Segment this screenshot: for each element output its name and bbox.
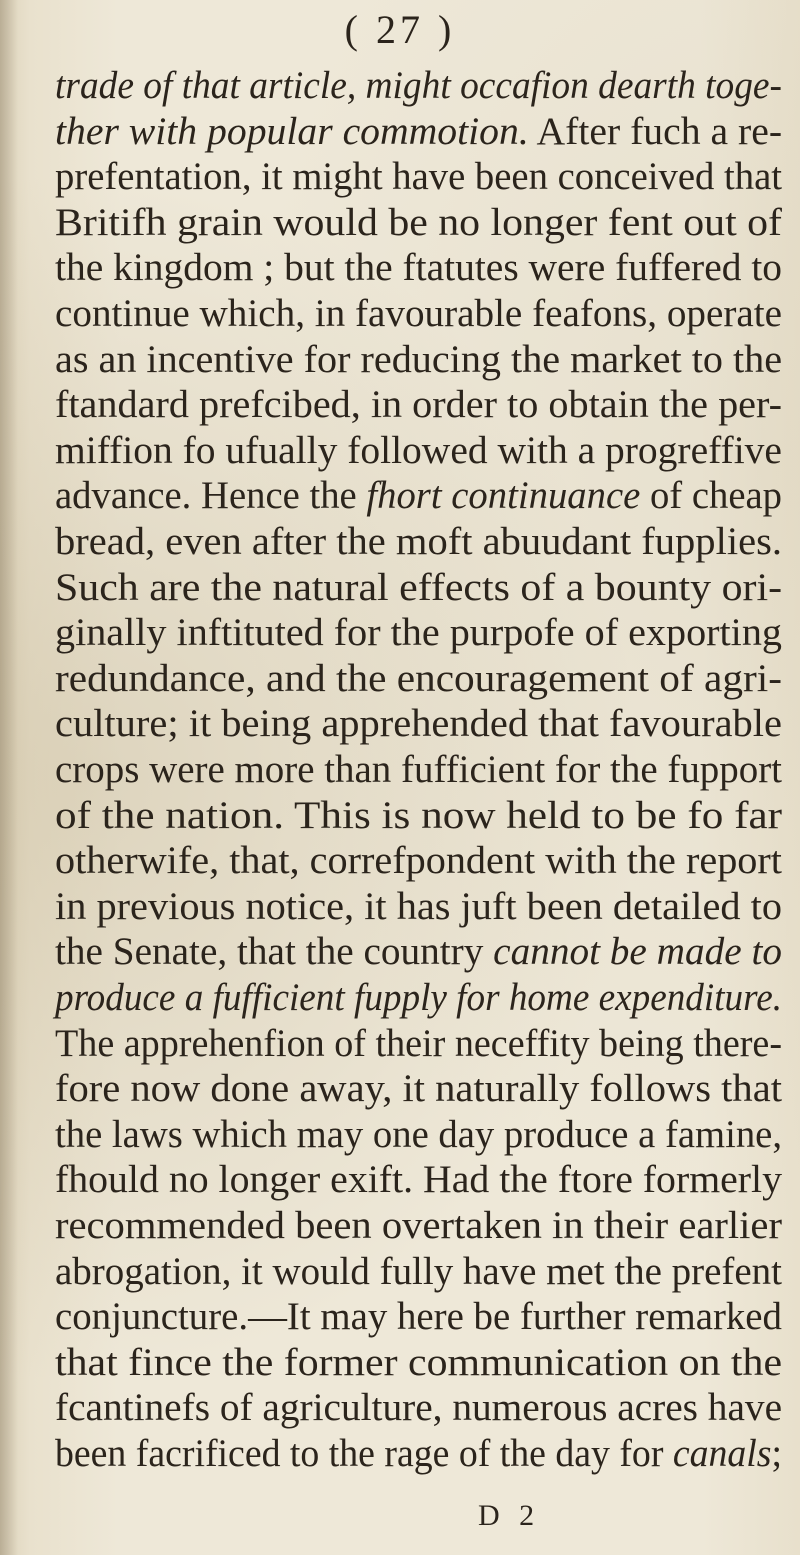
text-line [55, 290, 800, 338]
text-line [55, 1202, 800, 1250]
text-segment: redundance, and the encouragement of agri- [55, 656, 783, 700]
page-number-header: ( 27 ) [344, 7, 456, 52]
text-line [55, 153, 800, 201]
text-line [55, 1339, 800, 1387]
text-line [55, 1384, 800, 1432]
italic-text-segment: produce a fufficient fupply for home expenditure. [55, 976, 782, 1019]
text-line [55, 792, 800, 840]
text-line [55, 1111, 800, 1159]
text-segment: been facrificed to the rage of the day for [55, 1432, 673, 1475]
text-line [55, 609, 800, 657]
text-line [55, 1248, 800, 1296]
text-segment: continue which, in favourable feafons, operate [55, 292, 782, 335]
text-line [55, 336, 800, 384]
text-segment: miffion fo ufually followed with a progreffive [55, 428, 782, 472]
text-line [55, 199, 800, 247]
text-segment: culture; it being apprehended that favourable [55, 702, 782, 746]
text-line [55, 427, 800, 475]
text-segment: Such are the natural effects of a bounty ori- [55, 565, 783, 609]
italic-text-segment: canals [672, 1432, 772, 1475]
text-line [55, 837, 800, 885]
text-line [55, 62, 800, 110]
text-segment: fore now done away, it naturally follows that [55, 1067, 782, 1111]
text-segment: the Senate, that the country [55, 930, 494, 974]
text-line [55, 1156, 800, 1204]
italic-text-segment: trade of that article, might occafion dearth toge- [55, 64, 782, 107]
text-line [55, 1020, 800, 1068]
text-line [55, 472, 800, 520]
text-segment: otherwife, that, correfpondent with the report [55, 839, 782, 883]
text-line [55, 974, 800, 1022]
text-segment: the laws which may one day produce a famine, [55, 1112, 782, 1156]
text-segment: of cheap [640, 474, 783, 518]
text-line [55, 655, 800, 703]
text-line [55, 700, 800, 748]
text-segment: ftandard prefcibed, in order to obtain the per- [55, 383, 782, 427]
text-segment: Britifh grain would be no longer fent out of [55, 200, 782, 244]
italic-text-segment: ther with popular commotion. [55, 109, 529, 153]
text-line [55, 1430, 800, 1478]
text-segment: advance. Hence the [55, 474, 367, 518]
text-segment: that fince the former communication on the [55, 1340, 783, 1384]
text-line [55, 244, 800, 292]
text-segment: prefentation, it might have been conceived that [55, 155, 782, 199]
text-line [55, 883, 800, 931]
text-line [55, 746, 800, 794]
italic-text-segment: cannot be made to [493, 930, 783, 974]
text-segment: The apprehenfion of their neceffity being there- [55, 1021, 783, 1065]
text-line [55, 928, 800, 976]
text-segment: After fuch a re- [528, 109, 783, 153]
text-segment: conjuncture.—It may here be further remarked [55, 1295, 782, 1339]
text-segment: abrogation, it would fully have met the prefent [55, 1249, 782, 1293]
text-segment: crops were more than fufficient for the fupport [55, 748, 783, 791]
text-line [55, 108, 800, 156]
text-line [55, 1065, 800, 1113]
text-segment: fhould no longer exift. Had the ftore formerly [55, 1158, 783, 1202]
text-segment: in previous notice, it has juft been detailed to [55, 884, 783, 928]
text-segment: the kingdom ; but the ftatutes were fuffered to [55, 246, 783, 290]
text-segment: of the nation. This is now held to be fo far [55, 793, 783, 837]
text-line [55, 1293, 800, 1341]
text-segment: recommended been overtaken in their earlier [55, 1204, 782, 1247]
text-segment: bread, even after the moft abuudant fupplies. [55, 520, 782, 563]
printer-signature-mark: D 2 [478, 1499, 541, 1532]
italic-text-segment: fhort continuance [366, 474, 641, 518]
gutter-shadow [0, 0, 18, 1555]
text-segment: fcantinefs of agriculture, numerous acres have [55, 1386, 783, 1430]
text-line [55, 381, 800, 429]
text-segment: as an incentive for reducing the market to the [55, 337, 783, 381]
text-line [55, 518, 800, 566]
text-segment: ; [771, 1432, 783, 1475]
text-segment: ginally inftituted for the purpofe of exporting [55, 611, 782, 655]
text-line [55, 564, 800, 612]
